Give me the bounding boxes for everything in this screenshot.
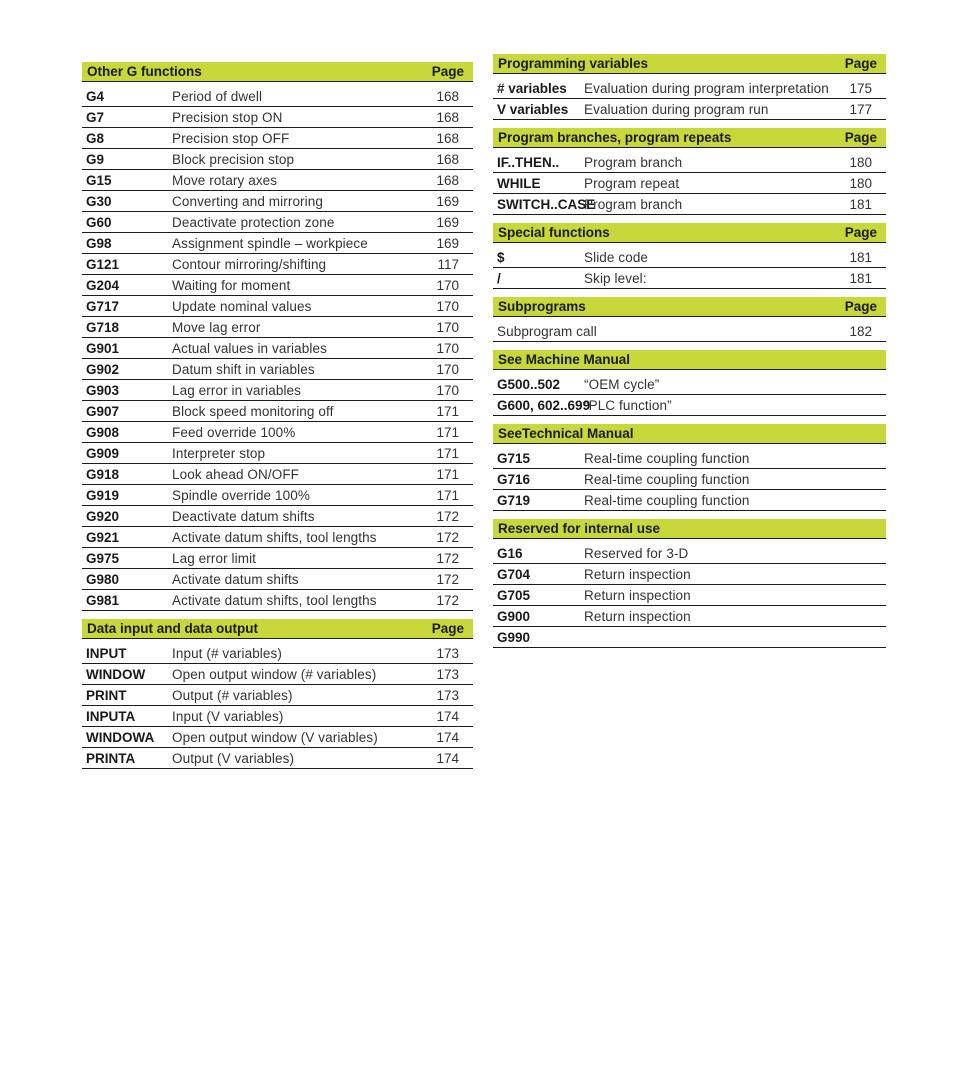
section-rows — [493, 148, 886, 215]
table-row — [82, 548, 473, 569]
table-row — [493, 627, 886, 648]
table-row — [493, 268, 886, 289]
function-description: Contour mirroring/shifting — [172, 257, 327, 272]
section-rows — [493, 370, 886, 416]
page-number: 180 — [849, 176, 872, 191]
page-number: 171 — [436, 488, 459, 503]
table-row — [493, 585, 886, 606]
function-code: IF..THEN.. — [497, 155, 560, 170]
function-code: G918 — [86, 467, 120, 482]
section-see-machine-manual — [493, 350, 886, 416]
page-number: 171 — [436, 446, 459, 461]
function-description: “PLC function” — [584, 398, 672, 413]
table-row — [493, 321, 886, 342]
left-column — [82, 62, 473, 777]
page-number: 170 — [436, 320, 459, 335]
section-rows — [82, 82, 473, 611]
table-row — [82, 485, 473, 506]
function-code: / — [497, 271, 501, 286]
function-code: WHILE — [497, 176, 541, 191]
section-rows — [493, 243, 886, 289]
function-description: Return inspection — [584, 609, 691, 624]
table-row — [82, 506, 473, 527]
table-row — [82, 527, 473, 548]
function-description: Deactivate protection zone — [172, 215, 335, 230]
function-code: G921 — [86, 530, 120, 545]
section-data-input-and-data-output — [82, 619, 473, 769]
section-header — [493, 54, 886, 74]
table-row — [82, 685, 473, 706]
function-description: Return inspection — [584, 567, 691, 582]
function-description: Real-time coupling function — [584, 451, 750, 466]
page-number: 169 — [436, 194, 459, 209]
function-code: G500..502 — [497, 377, 561, 392]
page-number: 177 — [849, 102, 872, 117]
section-header — [493, 128, 886, 148]
table-row — [82, 107, 473, 128]
table-row — [493, 543, 886, 564]
page-number: 181 — [849, 197, 872, 212]
function-description: Evaluation during program interpretation — [584, 81, 829, 96]
function-description: Open output window (# variables) — [172, 667, 377, 682]
page-number: 170 — [436, 278, 459, 293]
function-code: G902 — [86, 362, 120, 377]
function-code: G990 — [497, 630, 531, 645]
function-code: G919 — [86, 488, 120, 503]
table-row — [82, 706, 473, 727]
function-code: WINDOW — [86, 667, 146, 682]
function-code: G60 — [86, 215, 112, 230]
page-number: 171 — [436, 404, 459, 419]
function-description: Return inspection — [584, 588, 691, 603]
function-code: G716 — [497, 472, 531, 487]
function-description: Converting and mirroring — [172, 194, 323, 209]
function-description: Assignment spindle – workpiece — [172, 236, 368, 251]
function-code: SWITCH..CASE — [497, 197, 596, 212]
table-row — [82, 338, 473, 359]
function-description: Program branch — [584, 155, 683, 170]
function-code: G907 — [86, 404, 120, 419]
function-description: Look ahead ON/OFF — [172, 467, 300, 482]
section-header — [493, 223, 886, 243]
section-header — [493, 424, 886, 444]
function-description: Activate datum shifts, tool lengths — [172, 593, 377, 608]
section-header — [82, 62, 473, 82]
function-description: Lag error limit — [172, 551, 257, 566]
function-code: G9 — [86, 152, 105, 167]
function-code: G717 — [86, 299, 120, 314]
table-row — [493, 152, 886, 173]
page-number: 170 — [436, 362, 459, 377]
function-description: “OEM cycle” — [584, 377, 660, 392]
table-row — [493, 247, 886, 268]
section-title: Reserved for internal use — [498, 521, 661, 536]
table-row — [82, 254, 473, 275]
page-number: 168 — [436, 110, 459, 125]
function-description: Real-time coupling function — [584, 493, 750, 508]
function-description: Evaluation during program run — [584, 102, 769, 117]
function-code: G15 — [86, 173, 112, 188]
section-header — [493, 519, 886, 539]
page-number: 174 — [436, 730, 459, 745]
section-title: See Machine Manual — [498, 352, 631, 367]
function-description: Real-time coupling function — [584, 472, 750, 487]
right-column — [493, 54, 886, 656]
page-column-label: Page — [431, 64, 464, 79]
page-number: 173 — [436, 667, 459, 682]
section-header — [82, 619, 473, 639]
table-row — [82, 464, 473, 485]
section-rows — [493, 74, 886, 120]
function-code: $ — [497, 250, 505, 265]
page-number: 181 — [849, 271, 872, 286]
table-row — [82, 359, 473, 380]
function-code: G900 — [497, 609, 531, 624]
page-number: 172 — [436, 509, 459, 524]
function-code: WINDOWA — [86, 730, 155, 745]
page-number: 170 — [436, 341, 459, 356]
function-description: Output (# variables) — [172, 688, 293, 703]
table-row — [493, 99, 886, 120]
function-code: INPUT — [86, 646, 127, 661]
function-description: Precision stop ON — [172, 110, 283, 125]
table-row — [82, 317, 473, 338]
function-code: G704 — [497, 567, 531, 582]
section-rows — [493, 444, 886, 511]
table-row — [82, 86, 473, 107]
function-description: Activate datum shifts, tool lengths — [172, 530, 377, 545]
function-code: # variables — [497, 81, 567, 96]
function-description: Move lag error — [172, 320, 261, 335]
table-row — [493, 490, 886, 511]
table-row — [82, 569, 473, 590]
function-description: Move rotary axes — [172, 173, 278, 188]
table-row — [82, 275, 473, 296]
function-description: Interpreter stop — [172, 446, 266, 461]
table-row — [493, 448, 886, 469]
section-seetechnical-manual — [493, 424, 886, 511]
section-title: Program branches, program repeats — [498, 130, 732, 145]
function-description: Deactivate datum shifts — [172, 509, 315, 524]
page-column-label: Page — [844, 225, 877, 240]
table-row — [493, 194, 886, 215]
section-rows — [493, 317, 886, 342]
function-description: Open output window (V variables) — [172, 730, 378, 745]
function-code: G121 — [86, 257, 120, 272]
section-special-functions — [493, 223, 886, 289]
function-description: Subprogram call — [497, 324, 597, 339]
page-column-label: Page — [844, 56, 877, 71]
page-column-label: Page — [844, 299, 877, 314]
section-rows — [82, 639, 473, 769]
table-row — [82, 401, 473, 422]
function-description: Reserved for 3-D — [584, 546, 689, 561]
table-row — [82, 212, 473, 233]
function-code: G719 — [497, 493, 531, 508]
function-description: Period of dwell — [172, 89, 263, 104]
function-description: Spindle override 100% — [172, 488, 310, 503]
table-row — [493, 469, 886, 490]
function-description: Output (V variables) — [172, 751, 295, 766]
function-code: G975 — [86, 551, 120, 566]
table-row — [82, 170, 473, 191]
section-rows — [493, 539, 886, 648]
function-code: G715 — [497, 451, 531, 466]
page-column-label: Page — [431, 621, 464, 636]
table-row — [82, 664, 473, 685]
page-number: 170 — [436, 383, 459, 398]
page-number: 168 — [436, 173, 459, 188]
page-number: 169 — [436, 215, 459, 230]
function-description: Waiting for moment — [172, 278, 291, 293]
function-code: INPUTA — [86, 709, 136, 724]
page-number: 168 — [436, 152, 459, 167]
function-code: G8 — [86, 131, 105, 146]
page-number: 117 — [437, 257, 459, 272]
function-code: G204 — [86, 278, 120, 293]
table-row — [82, 443, 473, 464]
function-code: G981 — [86, 593, 120, 608]
page-number: 172 — [436, 530, 459, 545]
function-description: Precision stop OFF — [172, 131, 290, 146]
page-number: 171 — [436, 425, 459, 440]
page-number: 182 — [849, 324, 872, 339]
section-reserved-for-internal-use — [493, 519, 886, 648]
section-subprograms — [493, 297, 886, 342]
page-number: 174 — [436, 709, 459, 724]
table-row — [493, 395, 886, 416]
function-code: G16 — [497, 546, 523, 561]
page-number: 172 — [436, 572, 459, 587]
table-row — [82, 233, 473, 254]
function-description: Input (# variables) — [172, 646, 282, 661]
function-code: G718 — [86, 320, 120, 335]
function-code: G908 — [86, 425, 120, 440]
page-number: 174 — [436, 751, 459, 766]
function-description: Datum shift in variables — [172, 362, 315, 377]
section-title: Subprograms — [498, 299, 586, 314]
page-number: 168 — [436, 89, 459, 104]
page-number: 171 — [436, 467, 459, 482]
table-row — [493, 374, 886, 395]
function-description: Slide code — [584, 250, 649, 265]
function-code: G7 — [86, 110, 105, 125]
page-number: 169 — [436, 236, 459, 251]
function-description: Program branch — [584, 197, 683, 212]
function-code: G980 — [86, 572, 120, 587]
function-description: Update nominal values — [172, 299, 312, 314]
table-row — [82, 643, 473, 664]
section-header — [493, 350, 886, 370]
page-number: 173 — [436, 646, 459, 661]
function-code: PRINT — [86, 688, 127, 703]
function-code: G903 — [86, 383, 120, 398]
function-description: Feed override 100% — [172, 425, 296, 440]
table-row — [82, 380, 473, 401]
page-number: 172 — [436, 593, 459, 608]
function-description: Skip level: — [584, 271, 647, 286]
function-code: G909 — [86, 446, 120, 461]
function-code: PRINTA — [86, 751, 136, 766]
section-program-branches-program-repeats — [493, 128, 886, 215]
function-code: G30 — [86, 194, 112, 209]
page-number: 173 — [436, 688, 459, 703]
section-header — [493, 297, 886, 317]
table-row — [82, 590, 473, 611]
function-description: Input (V variables) — [172, 709, 284, 724]
table-row — [82, 422, 473, 443]
section-other-g-functions — [82, 62, 473, 611]
page-number: 172 — [436, 551, 459, 566]
page-column-label: Page — [844, 130, 877, 145]
table-row — [493, 78, 886, 99]
function-code: G600, 602..699 — [497, 398, 591, 413]
table-row — [493, 564, 886, 585]
section-title: Special functions — [498, 225, 610, 240]
page-number: 168 — [436, 131, 459, 146]
page-number: 180 — [849, 155, 872, 170]
function-code: G920 — [86, 509, 120, 524]
table-row — [493, 173, 886, 194]
section-title: Other G functions — [87, 64, 202, 79]
function-code: G98 — [86, 236, 112, 251]
function-code: V variables — [497, 102, 569, 117]
section-title: SeeTechnical Manual — [498, 426, 634, 441]
table-row — [82, 191, 473, 212]
page-number: 170 — [436, 299, 459, 314]
table-row — [82, 748, 473, 769]
function-code: G4 — [86, 89, 105, 104]
table-row — [493, 606, 886, 627]
table-row — [82, 296, 473, 317]
function-description: Block speed monitoring off — [172, 404, 334, 419]
section-title: Programming variables — [498, 56, 649, 71]
function-code: G705 — [497, 588, 531, 603]
function-description: Actual values in variables — [172, 341, 327, 356]
table-row — [82, 149, 473, 170]
function-description: Block precision stop — [172, 152, 295, 167]
table-row — [82, 128, 473, 149]
section-title: Data input and data output — [87, 621, 258, 636]
page-number: 181 — [849, 250, 872, 265]
function-description: Program repeat — [584, 176, 680, 191]
table-row — [82, 727, 473, 748]
page-number: 175 — [849, 81, 872, 96]
function-description: Activate datum shifts — [172, 572, 299, 587]
section-programming-variables — [493, 54, 886, 120]
function-description: Lag error in variables — [172, 383, 302, 398]
function-code: G901 — [86, 341, 120, 356]
